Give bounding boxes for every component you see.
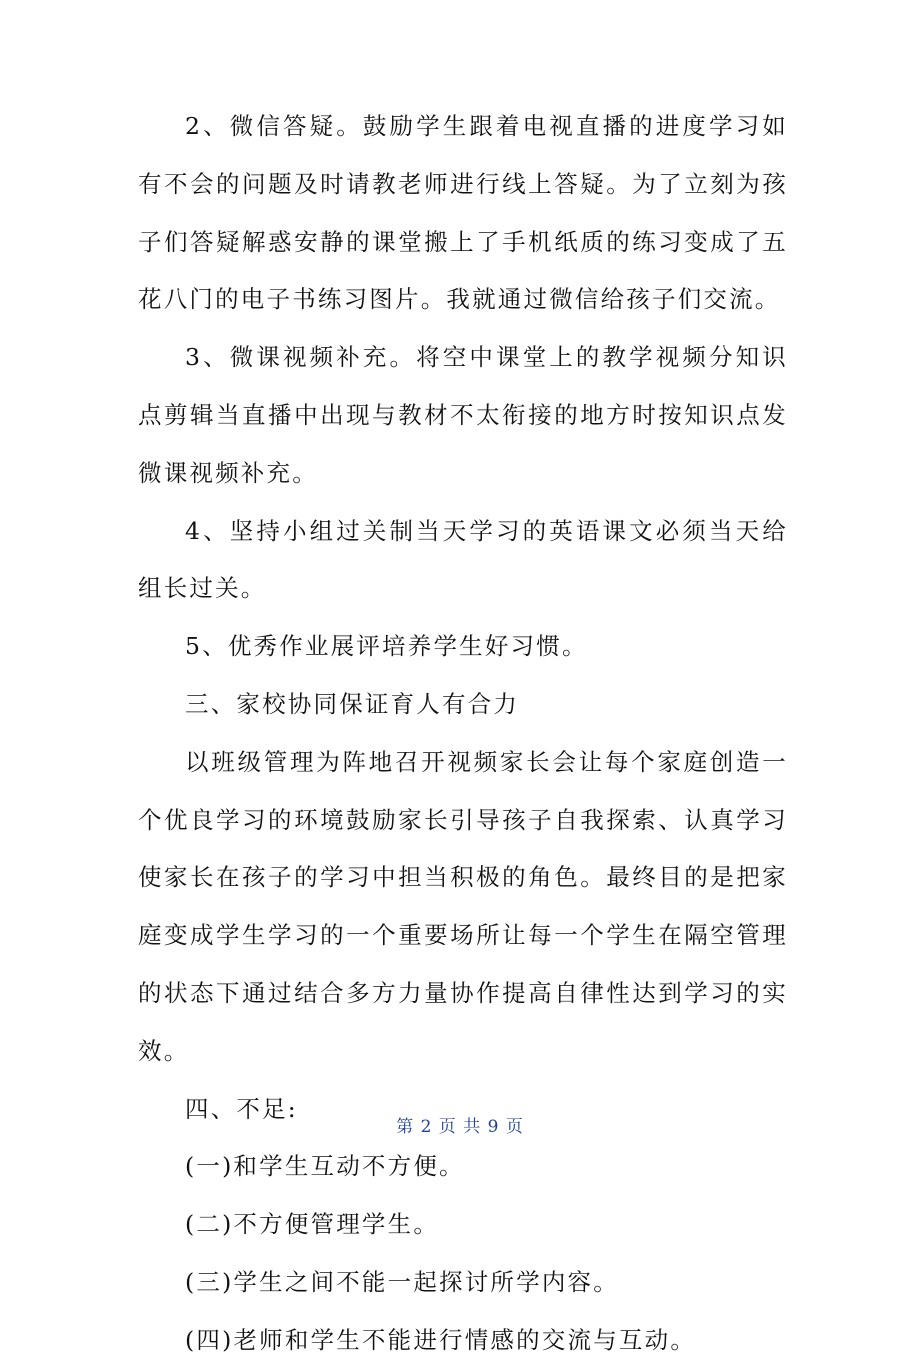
section-heading-shortcomings: 四、不足: — [185, 1094, 298, 1123]
list-item-shortcoming-1: (一)和学生互动不方便。 — [185, 1152, 465, 1181]
list-item-shortcoming-3: (三)学生之间不能一起探讨所学内容。 — [185, 1267, 619, 1296]
list-item-shortcoming-2: (二)不方便管理学生。 — [185, 1210, 440, 1239]
paragraph-wechat-qa: 2、微信答疑。鼓励学生跟着电视直播的进度学习如有不会的问题及时请教老师进行线上答疑。为了立刻为孩子们答疑解惑安静的课堂搬上了手机纸质的练习变成了五花八门的电子书练习图片。我就通过微信给孩子们交流。 — [138, 112, 788, 314]
paragraph-group-check: 4、坚持小组过关制当天学习的英语课文必须当天给组长过关。 — [138, 516, 788, 603]
section-heading-home-school: 三、家校协同保证育人有合力 — [185, 689, 520, 718]
paragraph-micro-lesson: 3、微课视频补充。将空中课堂上的教学视频分知识点剪辑当直播中出现与教材不太衔接的地方时按知识点发微课视频补充。 — [138, 343, 788, 487]
page-number-footer: 第 2 页 共 9 页 — [396, 1117, 524, 1137]
paragraph-homework-showcase: 5、优秀作业展评培养学生好习惯。 — [185, 632, 588, 661]
list-item-shortcoming-4: (四)老师和学生不能进行情感的交流与互动。 — [185, 1325, 697, 1354]
document-body — [138, 98, 788, 1370]
paragraph-parent-meeting: 以班级管理为阵地召开视频家长会让每个家庭创造一个优良学习的环境鼓励家长引导孩子自我探索、认真学习使家长在孩子的学习中担当积极的角色。最终目的是把家庭变成学生学习的一个重要场所让每一个学生在隔空管理的状态下通过结合多方力量协作提高自律性达到学习的实效。 — [138, 747, 788, 1065]
